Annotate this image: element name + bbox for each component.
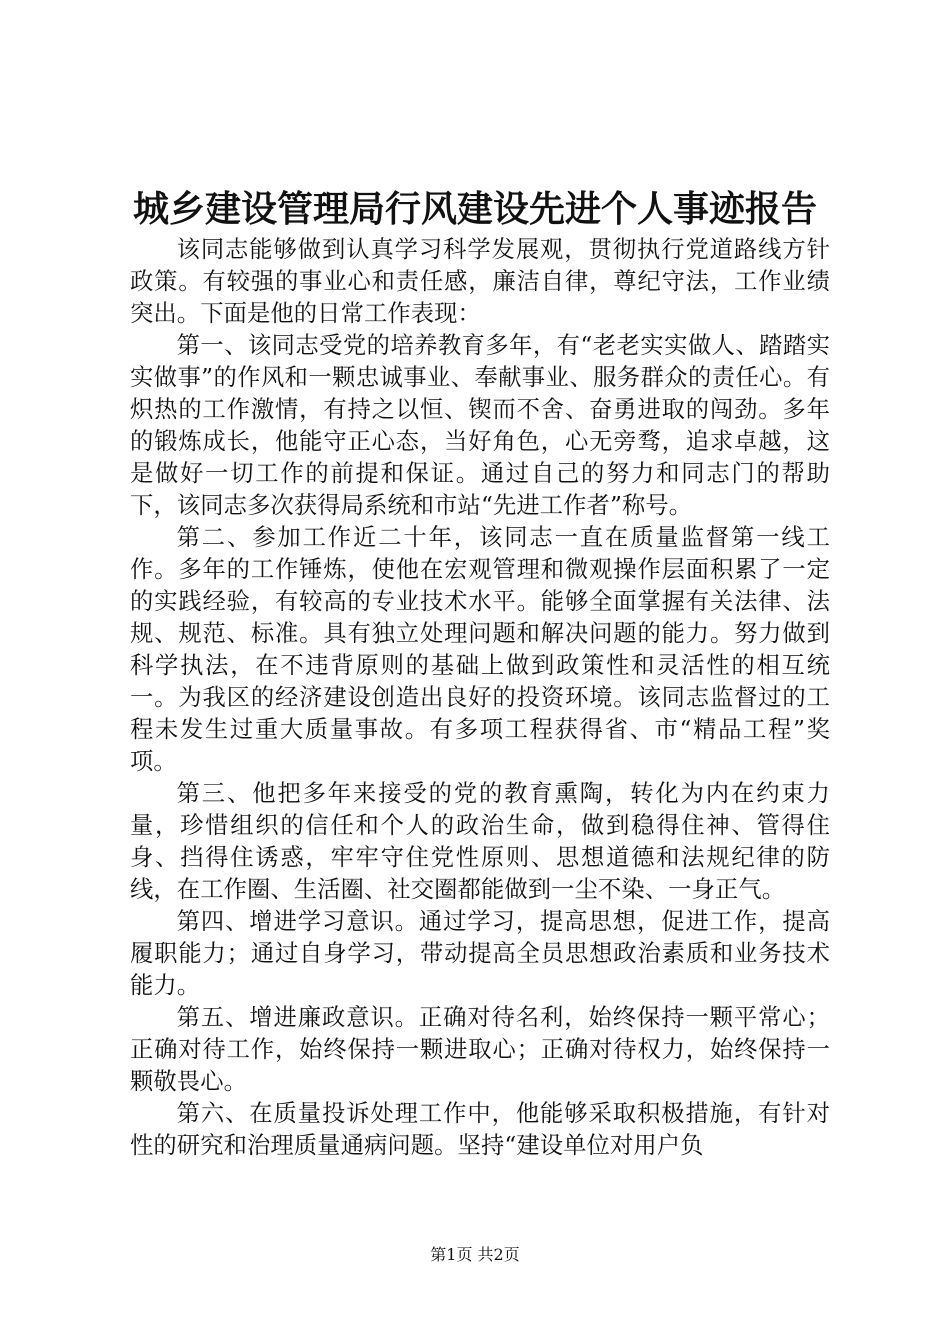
- paragraph-third: 第三、他把多年来接受的党的教育熏陶，转化为内在约束力量，珍惜组织的信任和个人的政治生命，做到稳得住神、管得住身、挡得住诱惑，牢牢守住党性原则、思想道德和法规纪律的防线，在工作圈、生活圈、社交圈都能做到一尘不染、一身正气。: [130, 780, 830, 903]
- document-body: [130, 234, 830, 1162]
- page-footer: 第1页 共2页: [430, 1245, 520, 1264]
- paragraph-second: 第二、参加工作近二十年，该同志一直在质量监督第一线工作。多年的工作锤炼，使他在宏观管理和微观操作层面积累了一定的实践经验，有较高的专业技术水平。能够全面掌握有关法律、法规、规范、标准。具有独立处理问题和解决问题的能力。努力做到科学执法，在不违背原则的基础上做到政策性和灵活性的相互统一。为我区的经济建设创造出良好的投资环境。该同志监督过的工程未发生过重大质量事故。有多项工程获得省、市“精品工程”奖项。: [130, 524, 830, 775]
- paragraph-first: 第一、该同志受党的培养教育多年，有“老老实实做人、踏踏实实做事”的作风和一颗忠诚事业、奉献事业、服务群众的责任心。有炽热的工作激情，有持之以恒、锲而不舍、奋勇进取的闯劲。多年的锻炼成长，他能守正心态，当好角色，心无旁骛，追求卓越，这是做好一切工作的前提和保证。通过自己的努力和同志门的帮助下，该同志多次获得局系统和市站“先进工作者”称号。: [130, 332, 830, 519]
- paragraph-intro: 该同志能够做到认真学习科学发展观，贯彻执行党道路线方针政策。有较强的事业心和责任感，廉洁自律，尊纪守法，工作业绩突出。下面是他的日常工作表现：: [130, 236, 830, 327]
- paragraph-fifth: 第五、增进廉政意识。正确对待名利，始终保持一颗平常心；正确对待工作，始终保持一颗进取心；正确对待权力，始终保持一颗敬畏心。: [130, 1004, 830, 1095]
- paragraph-sixth: 第六、在质量投诉处理工作中，他能够采取积极措施，有针对性的研究和治理质量通病问题。坚持“建设单位对用户负: [130, 1100, 830, 1159]
- paragraph-fourth: 第四、增进学习意识。通过学习，提高思想，促进工作，提高履职能力；通过自身学习，带动提高全员思想政治素质和业务技术能力。: [130, 908, 830, 999]
- document-title: 城乡建设管理局行风建设先进个人事迹报告: [132, 188, 817, 230]
